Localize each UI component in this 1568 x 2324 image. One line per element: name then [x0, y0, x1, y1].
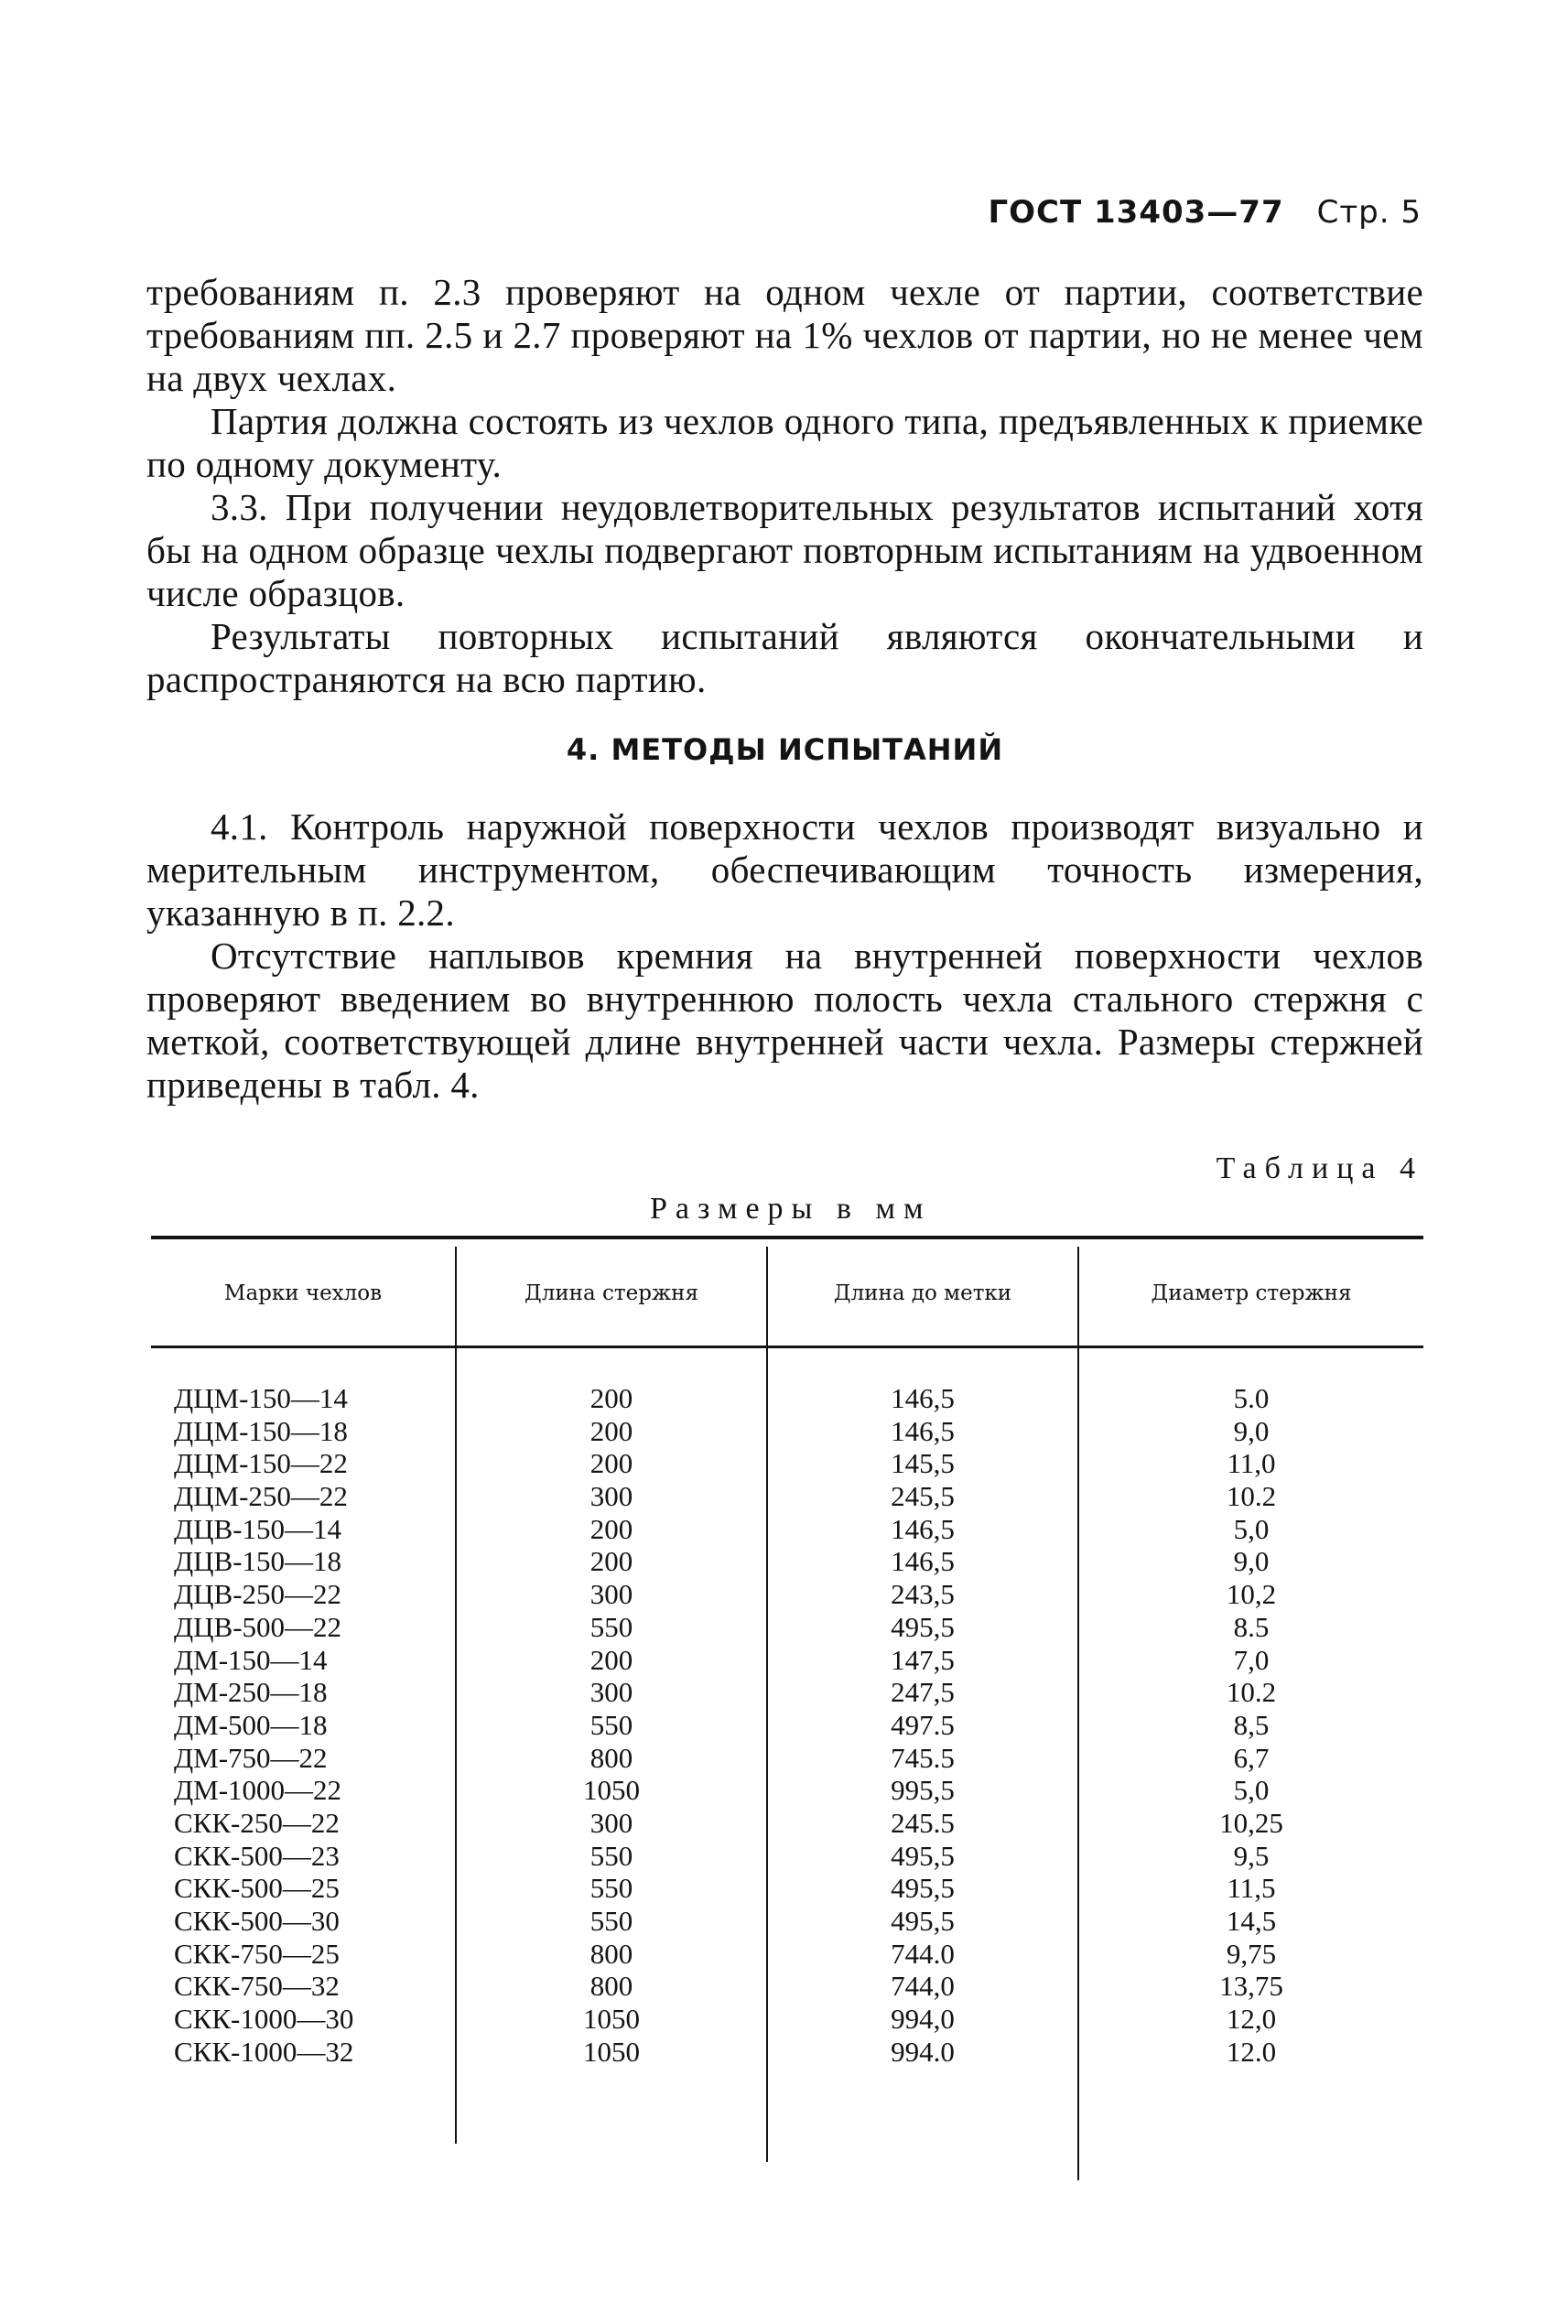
rod-length-cell: 550	[589, 1708, 633, 1741]
paragraph: Отсутствие наплывов кремния на внутренней поверхности чехлов проверяют введением во внутреннюю полость чехла стального стержня с меткой, соответствующей длине внутренней части чехла. Размеры стержней приведены в табл. 4.	[146, 935, 1423, 1106]
rod-diameter-cell: 11,5	[1227, 1872, 1276, 1905]
section-title: 4. МЕТОДЫ ИСПЫТАНИЙ	[566, 732, 1004, 767]
body-text-top	[146, 271, 1423, 701]
rod-diameter-cell: 10,2	[1226, 1578, 1277, 1611]
mark-length-cell: 245.5	[891, 1806, 955, 1839]
rod-length-cell: 550	[589, 1610, 633, 1643]
mark-length-cell: 146,5	[891, 1545, 955, 1578]
table-label: Таблица 4	[1216, 1151, 1423, 1185]
rod-length-cell: 1050	[583, 2035, 640, 2068]
table-row	[151, 1905, 1423, 1938]
grade-cell: ДЦВ-250—22	[174, 1578, 342, 1611]
mark-length-cell: 145,5	[891, 1447, 955, 1480]
table-row	[151, 1578, 1423, 1611]
mark-length-cell: 995,5	[891, 1774, 955, 1807]
grade-cell: ДМ-250—18	[174, 1676, 328, 1709]
grade-cell: СКК-750—25	[174, 1937, 340, 1970]
table-row	[151, 1774, 1423, 1807]
grade-cell: ДМ-750—22	[174, 1741, 328, 1774]
mark-length-cell: 994.0	[891, 2035, 955, 2068]
table-units: Размеры в мм	[650, 1192, 932, 1226]
table-header-rule	[151, 1346, 1423, 1348]
table-row	[151, 1676, 1423, 1709]
mark-length-cell: 146,5	[891, 1414, 955, 1447]
table-row	[151, 2003, 1423, 2036]
table-row	[151, 1970, 1423, 2003]
table-top-rule	[151, 1236, 1423, 1239]
grade-cell: СКК-500—30	[174, 1905, 340, 1937]
table-row	[151, 1807, 1423, 1840]
rod-diameter-cell: 12,0	[1226, 2003, 1277, 2036]
rod-diameter-cell: 5,0	[1233, 1774, 1270, 1807]
grade-cell: СКК-250—22	[174, 1806, 340, 1839]
grade-cell: СКК-500—25	[174, 1872, 340, 1905]
table-row	[151, 1840, 1423, 1873]
table-row	[151, 1415, 1423, 1448]
column-header: Диаметр стержня	[1151, 1281, 1352, 1305]
rod-diameter-cell: 10.2	[1226, 1480, 1277, 1513]
mark-length-cell: 744.0	[891, 1937, 955, 1970]
rod-length-cell: 200	[589, 1414, 633, 1447]
rod-length-cell: 300	[589, 1676, 633, 1709]
rod-diameter-cell: 10.2	[1226, 1676, 1277, 1709]
rod-length-cell: 300	[589, 1480, 633, 1513]
grade-cell: ДЦМ-250—22	[174, 1480, 348, 1513]
rod-diameter-cell: 6,7	[1233, 1741, 1270, 1774]
table-row	[151, 1742, 1423, 1775]
page-number: Стр. 5	[1316, 194, 1422, 231]
grade-cell: ДЦМ-150—22	[174, 1447, 348, 1480]
paragraph: требованиям п. 2.3 проверяют на одном чехле от партии, соответствие требованиям пп. 2.5 и 2.7 проверяют на 1% чехлов от партии, но не менее чем на двух чехлах.	[146, 271, 1423, 399]
rod-diameter-cell: 14,5	[1226, 1905, 1277, 1937]
rod-length-cell: 300	[589, 1578, 633, 1611]
rod-length-cell: 1050	[583, 2003, 640, 2036]
column-header: Марки чехлов	[223, 1281, 383, 1305]
mark-length-cell: 495,5	[891, 1610, 955, 1643]
table-row	[151, 1545, 1423, 1578]
table-row	[151, 2036, 1423, 2069]
paragraph: 3.3. При получении неудовлетворительных результатов испытаний хотя бы на одном образце чехлы подвергают повторным испытаниям на удвоенном числе образцов.	[146, 486, 1423, 614]
table-row	[151, 1611, 1423, 1644]
mark-length-cell: 243,5	[891, 1578, 955, 1611]
mark-length-cell: 245,5	[891, 1480, 955, 1513]
rod-diameter-cell: 7,0	[1233, 1643, 1270, 1676]
rod-diameter-cell: 9,0	[1233, 1414, 1270, 1447]
rod-length-cell: 200	[589, 1643, 633, 1676]
rod-length-cell: 800	[589, 1741, 633, 1774]
grade-cell: СКК-1000—30	[174, 2003, 354, 2036]
column-header: Длина до метки	[833, 1281, 1012, 1305]
rod-length-cell: 200	[589, 1512, 633, 1545]
table-row	[151, 1447, 1423, 1480]
standard-number: ГОСТ 13403—77	[988, 194, 1284, 231]
grade-cell: ДМ-1000—22	[174, 1774, 342, 1807]
paragraph: 4.1. Контроль наружной поверхности чехлов производят визуально и мерительным инструментом, обеспечивающим точность измерения, указанную в п. 2.2.	[146, 805, 1423, 934]
grade-cell: СКК-1000—32	[174, 2035, 354, 2068]
rod-diameter-cell: 8.5	[1233, 1610, 1270, 1643]
mark-length-cell: 146,5	[891, 1512, 955, 1545]
table-row	[151, 1480, 1423, 1513]
rod-length-cell: 550	[589, 1872, 633, 1905]
grade-cell: ДЦМ-150—18	[174, 1414, 348, 1447]
rod-length-cell: 550	[589, 1905, 633, 1937]
rod-diameter-cell: 13,75	[1219, 1970, 1283, 2003]
paragraph: Партия должна состоять из чехлов одного типа, предъявленных к приемке по одному документу.	[146, 400, 1423, 485]
table-row	[151, 1513, 1423, 1546]
paragraph: Результаты повторных испытаний являются окончательными и распространяются на всю партию.	[146, 615, 1423, 700]
mark-length-cell: 495,5	[891, 1872, 955, 1905]
rod-diameter-cell: 9,0	[1233, 1545, 1270, 1578]
column-header: Длина стержня	[524, 1281, 698, 1305]
mark-length-cell: 745.5	[891, 1741, 955, 1774]
grade-cell: ДМ-500—18	[174, 1708, 328, 1741]
grade-cell: ДЦМ-150—14	[174, 1382, 348, 1414]
grade-cell: ДЦВ-150—18	[174, 1545, 342, 1578]
mark-length-cell: 495,5	[891, 1839, 955, 1872]
rod-diameter-cell: 9,75	[1226, 1937, 1277, 1970]
rod-diameter-cell: 5,0	[1233, 1512, 1270, 1545]
rod-length-cell: 550	[589, 1839, 633, 1872]
rod-length-cell: 200	[589, 1447, 633, 1480]
body-text-section	[146, 805, 1423, 1107]
table-row	[151, 1709, 1423, 1742]
rod-length-cell: 800	[589, 1937, 633, 1970]
grade-cell: ДМ-150—14	[174, 1643, 328, 1676]
rod-length-cell: 200	[589, 1545, 633, 1578]
rod-diameter-cell: 9,5	[1233, 1839, 1270, 1872]
table-row	[151, 1872, 1423, 1905]
rod-length-cell: 800	[589, 1970, 633, 2003]
mark-length-cell: 744,0	[891, 1970, 955, 2003]
table-row	[151, 1644, 1423, 1677]
mark-length-cell: 147,5	[891, 1643, 955, 1676]
rod-length-cell: 200	[589, 1382, 633, 1414]
grade-cell: ДЦВ-500—22	[174, 1610, 342, 1643]
rod-diameter-cell: 12.0	[1226, 2035, 1277, 2068]
mark-length-cell: 994,0	[891, 2003, 955, 2036]
running-head	[988, 194, 1422, 231]
grade-cell: СКК-500—23	[174, 1839, 340, 1872]
rod-length-cell: 300	[589, 1806, 633, 1839]
rod-length-cell: 1050	[583, 1774, 640, 1807]
rod-diameter-cell: 8,5	[1233, 1708, 1270, 1741]
mark-length-cell: 247,5	[891, 1676, 955, 1709]
table-row	[151, 1382, 1423, 1415]
grade-cell: СКК-750—32	[174, 1970, 340, 2003]
mark-length-cell: 495,5	[891, 1905, 955, 1937]
rod-diameter-cell: 10,25	[1219, 1806, 1283, 1839]
grade-cell: ДЦВ-150—14	[174, 1512, 342, 1545]
table-row	[151, 1938, 1423, 1971]
rod-diameter-cell: 11,0	[1227, 1447, 1276, 1480]
rod-diameter-cell: 5.0	[1233, 1382, 1270, 1414]
mark-length-cell: 146,5	[891, 1382, 955, 1414]
table-body	[151, 1382, 1423, 2068]
mark-length-cell: 497.5	[891, 1708, 955, 1741]
